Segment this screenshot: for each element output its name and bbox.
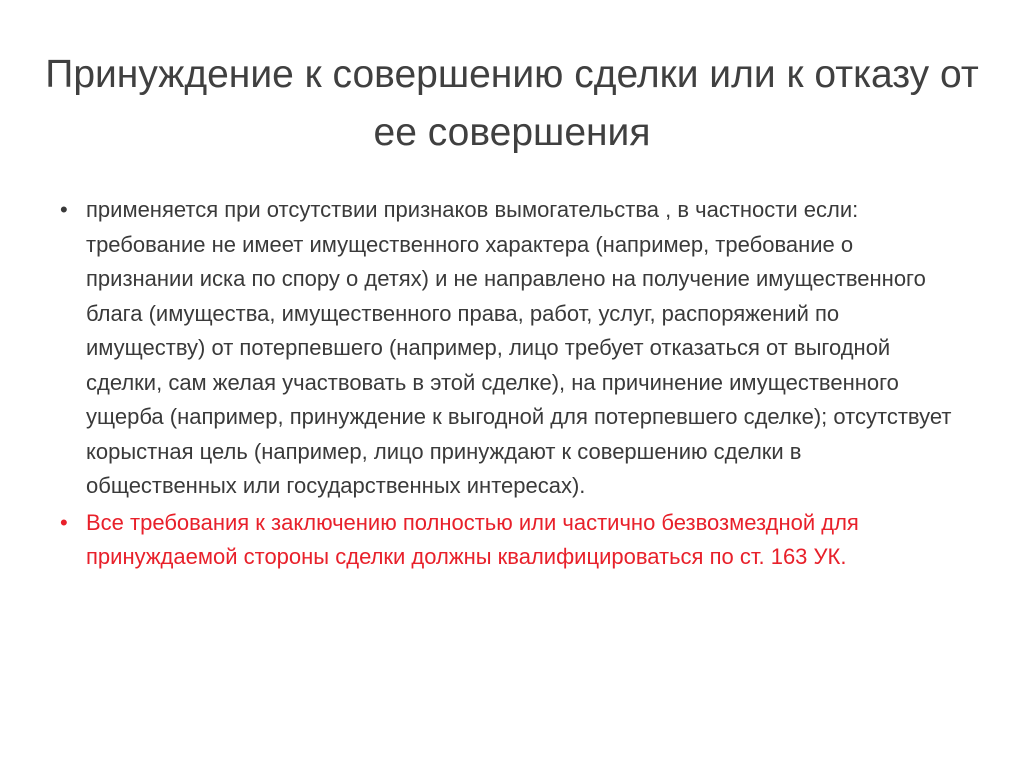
bullet-item-2 — [58, 506, 958, 575]
bullet-text-1: применяется при отсутствии признаков вымогательства , в частности если: требование не имеет имущественного характера (например, требование о признании иска по спору о детях) и не направлено на получение имущественного блага (имущества, имущественного права, работ, услуг, распоряжений по имуществу) от потерпевшего (например, лицо требует отказаться от выгодной сделки, сам желая участвовать в этой сделке), на причинение имущественного ущерба (например, принуждение к выгодной для потерпевшего сделке); отсутствует корыстная цель (например, лицо принуждают к совершению сделки в общественных или государственных интересах). — [86, 197, 952, 498]
slide-title: Принуждение к совершению сделки или к отказу от ее совершения — [45, 53, 979, 154]
bullet-text-2: Все требования к заключению полностью или частично безвозмездной для принуждаемой стороны сделки должны квалифицироваться по ст. 163 УК. — [86, 509, 859, 569]
bullet-list — [58, 193, 958, 575]
bullet-item-1 — [58, 193, 958, 504]
bullet-dot-icon: • — [60, 509, 68, 535]
bullet-dot-icon: • — [60, 197, 68, 222]
